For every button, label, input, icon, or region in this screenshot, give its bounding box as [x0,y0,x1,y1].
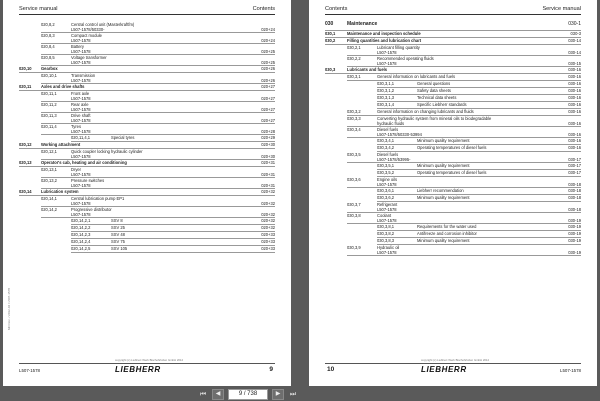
toc-entry-title: Minimum quality requirement [417,138,470,143]
toc-entry-title: Coolant [377,213,392,218]
toc-entry-title: Technical data sheets [417,95,457,100]
toc-entry-title: Maintenance and inspection schedule [347,31,421,36]
toc-entry-page: 020+26 [261,66,275,71]
toc-entry-page: 030-16 [568,81,581,86]
toc-entry-title: Rear axle [71,102,89,107]
toc-entry[interactable] [309,152,597,163]
toc-entry-page: 020+33 [261,239,275,244]
toc-entry-number: 020,13 [19,160,32,165]
toc-entry-subtitle: L507-1578 [71,96,91,101]
toc-entry-title: Maintenance [347,21,378,27]
toc-entry-page: 020+29 [261,135,275,140]
toc-entry-page: 030-3 [570,31,581,36]
toc-entry-title: Operator's cab, heating and air conditioning [41,160,127,165]
toc-entry-number: 020,10 [19,66,32,71]
toc-entry[interactable] [3,189,291,196]
toc-entry-page: 020+33 [261,232,275,237]
toc-entry-subtitle: L507-1578 [377,182,397,187]
toc-entry-page: 020+27 [261,96,275,101]
toc-entry-title: Engine oils [377,177,398,182]
toc-entry-number: 020,14,1 [41,196,57,201]
toc-entry[interactable] [309,22,597,31]
toc-entry-page: 020+32 [261,189,275,194]
toc-entry-page: 030-18 [568,207,581,212]
toc-entry-number: 030,2 [325,38,336,43]
toc-entry-page: 030-19 [568,250,581,255]
toc-entry[interactable] [3,33,291,44]
toc-entry-page: 030-18 [568,195,581,200]
toc-entry-subtitle: L507-1578 [71,129,91,134]
toc-entry-title: Recommended operating fluids [377,56,434,61]
toc-entry-page: 030-18 [568,188,581,193]
toc-entry-number: 030,3,5 [347,152,361,157]
toc-entry-page: 020+25 [261,49,275,54]
toc-entry-subtitle: hydraulic fluids [377,121,405,126]
toc-entry-title: Drive shaft [71,113,91,118]
toc-entry-number: 030,3,6 [347,177,361,182]
toc-entry-number: 020,14,2,4 [71,239,91,244]
toc-entry-number: 020,11,4 [41,124,57,129]
toc-entry-subtitle: L507-1578 [71,172,91,177]
toc-entry-number: 030,3,4 [347,127,361,132]
toc-entry-number: 020,14,2,3 [71,232,91,237]
document-page-left [3,0,291,386]
liebherr-logo: LIEBHERR [421,365,467,374]
toc-entry-page: 020+32 [261,225,275,230]
toc-entry-page: 030-16 [568,132,581,137]
toc-entry-subtitle: L507-1578 [71,201,91,206]
toc-entry-title: SSV 8 [111,218,123,223]
toc-entry-page: 030-16 [568,109,581,114]
toc-entry-number: 020,11,4,1 [71,135,91,140]
toc-entry-number: 020,14,2 [41,207,57,212]
toc-entry-title: Lubricant filling quantity [377,45,420,50]
toc-entry-page: 030-14 [568,38,581,43]
toc-entry-title: General questions [417,81,451,86]
toc-entry[interactable] [309,127,597,138]
toc-entry[interactable] [309,231,597,238]
toc-entry[interactable] [3,160,291,167]
toc-entry-title: Axles and drive shafts [41,84,85,89]
toc-entry-page: 020+27 [261,107,275,112]
toc-entry-title: SSV 105 [111,246,128,251]
toc-entry-number: 030,3,2 [347,109,361,114]
toc-entry-title: Liebherr recommendation [417,188,464,193]
toc-entry-title: Safety data sheets [417,88,451,93]
toc-entry[interactable] [3,44,291,55]
toc-entry[interactable] [3,225,291,232]
toc-entry[interactable] [309,170,597,177]
footer-doc-code: L507-1578 [560,368,581,373]
toc-entry-page: 020+30 [261,142,275,147]
header-rule [19,14,275,15]
toc-entry[interactable] [3,207,291,218]
toc-entry-page: 030-16 [568,145,581,150]
viewer-toolbar [198,389,298,400]
toc-entry[interactable] [309,145,597,152]
toc-entry-title: Minimum quality requirement [417,163,470,168]
toc-entry-page: 020+32 [261,218,275,223]
toc-entry-subtitle: L507-1578 [71,49,91,54]
toc-entry-page: 020+28 [261,129,275,134]
toc-entry-page: 020+24 [261,27,275,32]
toc-entry-number: 030,3,3 [347,116,361,121]
toc-entry-page: 030-16 [568,95,581,100]
toc-entry-number: 030,3,1,4 [377,102,395,107]
page-number: 10 [327,366,335,373]
toc-entry[interactable] [3,124,291,135]
toc-entry[interactable] [3,246,291,253]
toc-entry-page: 030-19 [568,224,581,229]
toc-entry[interactable] [3,135,291,142]
toc-entry-title: Tyres [71,124,82,129]
toc-entry[interactable] [309,202,597,213]
toc-entry-page: 020+31 [261,183,275,188]
toc-entry[interactable] [309,102,597,109]
toc-entry-subtitle: L507-1578 [71,154,91,159]
toc-entry[interactable] [309,109,597,116]
toc-entry[interactable] [309,195,597,202]
footer-rule [19,363,275,364]
toc-entry[interactable] [3,218,291,225]
toc-entry-page: 020+26 [261,78,275,83]
header-rule [325,14,581,15]
toc-entry-title: Working attachment [41,142,81,147]
toc-entry[interactable] [309,31,597,38]
toc-entry[interactable] [3,91,291,102]
toc-entry-number: 020,11,1 [41,91,57,96]
toc-entry-number: 020,8,3 [41,33,55,38]
toc-entry-title: Minimum quality requirement [417,238,470,243]
toc-entry-subtitle: L507-1578 [377,50,397,55]
toc-entry[interactable] [309,177,597,188]
toc-entry[interactable] [309,188,597,195]
toc-entry-title: Front axle [71,91,90,96]
toc-entry-page: 020+32 [261,212,275,217]
toc-entry[interactable] [3,196,291,207]
toc-entry-subtitle: L507-1578 [71,38,91,43]
toc-entry-number: 020,14,2,5 [71,246,91,251]
first-page-icon[interactable]: ⏮ [199,391,207,398]
toc-entry-number: 030,3,1 [347,74,361,79]
toc-entry-number: 030,3,4,2 [377,145,395,150]
toc-entry-subtitle: L507-1578 [71,183,91,188]
toc-entry-number: 030,3,1,1 [377,81,395,86]
toc-entry[interactable] [309,116,597,127]
toc-entry[interactable] [3,232,291,239]
toc-entry[interactable] [309,238,597,245]
toc-entry[interactable] [3,102,291,113]
toc-entry-subtitle: L507-1578 [71,118,91,123]
toc-entry-title: Central control unit (Masterkraftfm) [71,22,135,27]
toc-entry-title: Battery [71,44,84,49]
toc-entry[interactable] [3,55,291,66]
toc-entry[interactable] [309,67,597,74]
toc-entry-rule [347,255,581,256]
prev-page-button[interactable]: ◀ [212,389,224,400]
toc-entry-title: Antifreeze and corrosion inhibitor [417,231,477,236]
toc-entry-subtitle: L507-1578 [377,250,397,255]
toc-entry-title: SSV 25 [111,225,125,230]
toc-entry-number: 030,2,2 [347,56,361,61]
toc-entry[interactable] [3,84,291,91]
toc-entry-page: 020+27 [261,84,275,89]
toc-entry-title: Transmission [71,73,96,78]
toc-entry-number: 030,3,8 [347,213,361,218]
toc-entry-number: 020,11,2 [41,102,57,107]
toc-entry-title: Specific Liebherr standards [417,102,467,107]
toc-entry[interactable] [309,245,597,256]
toc-entry-page: 020+25 [261,60,275,65]
toc-entry-title: General information on lubricants and fuels [377,74,456,79]
toc-entry-title: Operating temperatures of diesel fuels [417,170,487,175]
toc-entry-number: 020,11,3 [41,113,57,118]
toc-entry[interactable] [3,113,291,124]
header-section: Contents [252,6,275,12]
toc-entry-page: 030-19 [568,238,581,243]
toc-entry-number: 030,3,6,2 [377,195,395,200]
toc-entry-title: Hydraulic oil [377,245,400,250]
footer-doc-code: L507-1578 [19,368,40,373]
toc-entry-title: Diesel fuels [377,152,399,157]
toc-entry-page: 030-16 [568,67,581,72]
toc-entry[interactable] [309,224,597,231]
toc-entry-page: 020+32 [261,201,275,206]
toc-entry-title: Progressive distributor [71,207,112,212]
toc-entry-page: 030-18 [568,182,581,187]
toc-entry-page: 030-17 [568,163,581,168]
toc-entry[interactable] [309,163,597,170]
toc-entry[interactable] [3,178,291,189]
toc-entry-number: 020,14 [19,189,32,194]
toc-entry-number: 020,12 [19,142,32,147]
toc-entry-number: 020,8,4 [41,44,55,49]
toc-entry-title: General information on changing lubricants and fluids [377,109,474,114]
toc-entry-number: 020,10,1 [41,73,57,78]
toc-entry-page: 030-15 [568,61,581,66]
toc-entry-subtitle: L507-1578/50330- [71,27,105,32]
toc-entry-page: 020+27 [261,118,275,123]
toc-entry-page: 030-16 [568,121,581,126]
toc-entry-page: 030-17 [568,157,581,162]
toc-entry-page: 030-19 [568,231,581,236]
header-title: Service manual [542,6,581,12]
toc-entry-title: SSV 48 [111,232,125,237]
toc-entry-number: 030,3,1,2 [377,88,395,93]
toc-entry-title: Central lubrication pump EP1 [71,196,125,201]
toc-list [309,22,597,256]
toc-entry-title: SSV 75 [111,239,125,244]
toc-entry-title: Voltage transformer [71,55,107,60]
toc-entry-title: Refrigerant [377,202,398,207]
toc-entry-subtitle: L507-1578/50330-53994 [377,132,422,137]
toc-entry[interactable] [309,38,597,45]
toc-entry[interactable] [3,167,291,178]
page-number-input[interactable]: 9 / 738 [228,389,268,400]
last-page-icon[interactable]: ⏭ [289,391,297,398]
toc-entry-subtitle: L507-1578 [71,212,91,217]
toc-entry-page: 020+31 [261,160,275,165]
toc-entry-number: 030,3,6,1 [377,188,395,193]
toc-entry-page: 020+31 [261,172,275,177]
toc-entry-number: 020,8,5 [41,55,55,60]
toc-entry[interactable] [309,213,597,224]
toc-entry-page: 030-1 [568,21,581,27]
toc-entry[interactable] [309,74,597,81]
toc-entry-page: 030-16 [568,74,581,79]
next-page-button[interactable]: ▶ [272,389,284,400]
document-page-right [309,0,597,386]
toc-entry-title: Filling quantities and lubrication chart [347,38,422,43]
toc-entry-title: Special tyres [111,135,135,140]
toc-entry-number: 030,3,8,2 [377,231,395,236]
toc-entry-title: Quick coupler locking hydraulic cylinder [71,149,143,154]
toc-entry[interactable] [309,81,597,88]
toc-entry-title: Lubrication system [41,189,79,194]
toc-entry-subtitle: L507-1578 [71,78,91,83]
toc-entry-subtitle: L507-1578 [71,107,91,112]
toc-entry-title: Compact module [71,33,102,38]
toc-entry-page: 030-14 [568,50,581,55]
toc-entry-number: 030,3,5,2 [377,170,395,175]
toc-entry-subtitle: L507-1578 [377,207,397,212]
toc-entry-title: Requirements for the water used [417,224,477,229]
toc-entry-page: 030-16 [568,138,581,143]
page-number: 9 [269,366,273,373]
toc-entry-page: 030-16 [568,102,581,107]
toc-entry-number: 020,14,2,2 [71,225,91,230]
toc-entry-title: Gearbox [41,66,58,71]
toc-entry-title: Diesel fuels [377,127,399,132]
toc-entry-subtitle: L507-1578 [377,218,397,223]
toc-entry[interactable] [309,138,597,145]
toc-entry-number: 020,11 [19,84,32,89]
toc-entry-title: Pressure switches [71,178,105,183]
toc-entry-number: 020,8,2 [41,22,55,27]
toc-entry-subtitle: L507-1578 [377,61,397,66]
toc-entry[interactable] [309,95,597,102]
toc-entry-page: 020+24 [261,38,275,43]
liebherr-logo: LIEBHERR [115,365,161,374]
toc-entry-number: 030,3,9 [347,245,361,250]
toc-entry-title: Converting hydraulic system from mineral oils to biodegradable [377,116,492,121]
toc-entry-subtitle: L507-1578 [71,60,91,65]
toc-entry-title: Minimum quality requirement [417,195,470,200]
toc-entry-number: 030,3,5,1 [377,163,395,168]
toc-entry-number: 020,14,2,1 [71,218,91,223]
toc-entry-page: 030-16 [568,88,581,93]
toc-entry-title: Operating temperatures of diesel fuels [417,145,487,150]
toc-entry-page: 020+30 [261,154,275,159]
toc-entry[interactable] [3,239,291,246]
toc-entry-number: 030,3,7 [347,202,361,207]
toc-entry-number: 030,3,1,3 [377,95,395,100]
toc-entry-number: 030,3 [325,67,336,72]
toc-entry[interactable] [309,88,597,95]
toc-entry-number: 020,12,1 [41,149,57,154]
toc-entry[interactable] [309,56,597,67]
toc-entry[interactable] [3,73,291,84]
toc-entry-title: Lubricants and fuels [347,67,388,72]
toc-entry-page: 030-17 [568,170,581,175]
toc-entry-number: 020,13,1 [41,167,57,172]
toc-entry-number: 030,2,1 [347,45,361,50]
toc-entry-page: 020+33 [261,246,275,251]
toc-entry[interactable] [309,45,597,56]
header-title: Service manual [19,6,58,12]
toc-entry-number: 030,3,8,3 [377,238,395,243]
copyright-text: copyright (c) Liebherr-Werk Bischofshofen GmbH 2012 [115,358,184,362]
toc-entry[interactable] [3,66,291,73]
toc-entry-rule [71,252,275,253]
toc-entry[interactable] [3,149,291,160]
toc-entry[interactable] [3,142,291,149]
toc-entry-number: 030,3,8,1 [377,224,395,229]
toc-entry-number: 030,3,4,1 [377,138,395,143]
copyright-text: copyright (c) Liebherr-Werk Bischofshofen GmbH 2012 [421,358,490,362]
toc-entry-title: Dryer [71,167,82,172]
toc-entry-page: 030-19 [568,218,581,223]
toc-entry-number: 020,13,2 [41,178,57,183]
toc-list [3,22,291,253]
header-section: Contents [325,6,348,12]
toc-entry-subtitle: L507-1578/53995- [377,157,411,162]
footer-rule [325,363,581,364]
toc-entry[interactable] [3,22,291,33]
side-doc-code: MD Doc. / 2012-04 / L507-1578 [7,287,11,330]
toc-entry-number: 030 [325,21,334,27]
toc-entry-number: 030,1 [325,31,336,36]
